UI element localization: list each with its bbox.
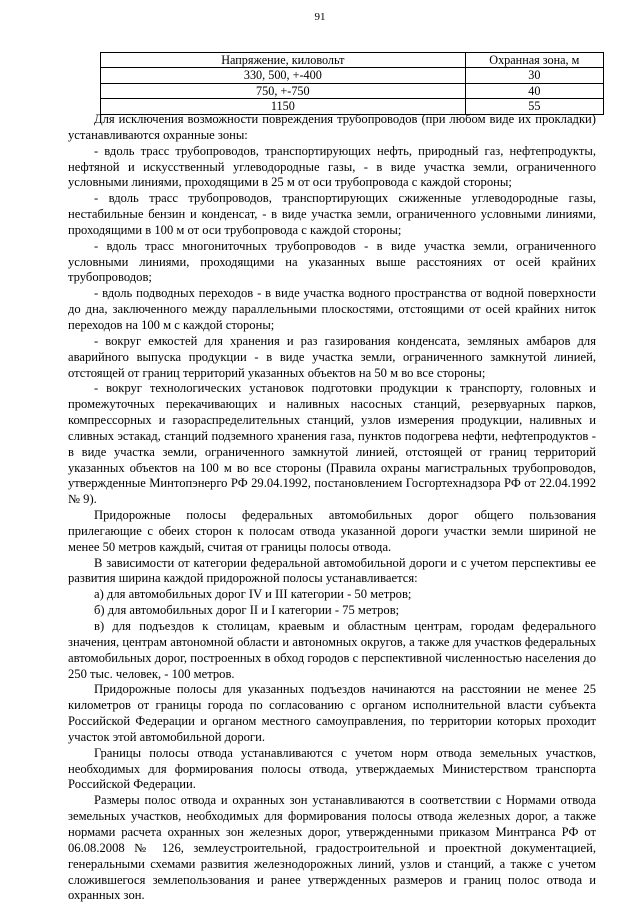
table-cell-zone: 40 <box>465 83 603 98</box>
paragraph: а) для автомобильных дорог IV и III категории - 50 метров; <box>94 587 412 602</box>
table-row <box>101 83 604 98</box>
paragraph: - вокруг емкостей для хранения и раз газирования конденсата, земляных амбаров для аварийного выпуска продукции - в виде участка земли, ограниченного замкнутой линией, отстоящей от границ территорий указанных объектов на 50 м во все стороны; <box>68 333 596 380</box>
paragraph: Размеры полос отвода и охранных зон устанавливаются в соответствии с Нормами отвода земельных участков, необходимых для формирования полосы отвода железных дорог, а также нормами расчета охранных зон железных дорог, утвержденными приказом Минтранса РФ от 06.08.2008 № 126, землеустроительной, градостроительной и проектной документацией, генеральными схемами развития железнодорожных линий, узлов и станций, а также с учетом сложившегося землепользования и ранее утвержденных размеров и границ полос отвода и охранных зон. <box>68 793 596 903</box>
paragraph: - вдоль подводных переходов - в виде участка водного пространства от водной поверхности до дна, заключенного между параллельными плоскостями, отстоящими от осей крайних ниток переходов на 100 м с каждой стороны; <box>68 286 596 332</box>
paragraph: Для исключения возможности повреждения трубопроводов (при любом виде их прокладки) устанавливаются охранные зоны: <box>68 112 596 142</box>
table-cell-voltage: 330, 500, +-400 <box>101 68 466 83</box>
table-cell-zone: 55 <box>465 99 603 114</box>
table-header-row <box>101 53 604 68</box>
table-header-voltage: Напряжение, киловольт <box>101 53 466 68</box>
paragraph: б) для автомобильных дорог II и I категории - 75 метров; <box>94 603 400 618</box>
body-text <box>68 112 596 904</box>
protection-zone-table <box>100 52 604 115</box>
table-row <box>101 68 604 83</box>
page-number: 91 <box>314 11 326 23</box>
paragraph: В зависимости от категории федеральной автомобильной дороги и с учетом перспективы ее развития ширина каждой придорожной полосы устанавливается: <box>68 555 596 586</box>
table-cell-voltage: 1150 <box>101 99 466 114</box>
table-cell-voltage: 750, +-750 <box>101 83 466 98</box>
table-header-zone: Охранная зона, м <box>465 53 603 68</box>
table-cell-zone: 30 <box>465 68 603 83</box>
paragraph: - вокруг технологических установок подготовки продукции к транспорту, головных и промежуточных перекачивающих и наливных насосных станций, резервуарных парков, компрессорных и газораспределительных станций, узлов измерения продукции, наливных и сливных эстакад, станций подземного хранения газа, пунктов подогрева нефти, нефтепродуктов - в виде участка земли, ограниченного замкнутой линией, отстоящей от границ территорий указанных объектов на 100 м во все стороны (Правила охраны магистральных трубопроводов, утвержденные Минтопэнерго РФ 29.04.1992, постановлением Госгортехнадзора РФ от 22.04.1992 № 9). <box>68 381 596 507</box>
paragraph: Придорожные полосы для указанных подъездов начинаются на расстоянии не менее 25 километров от границы города по согласованию с органом исполнительной власти субъекта Российской Федерации и органом местного самоуправления, по территории которых проходит участок этой автомобильной дороги. <box>68 682 596 744</box>
paragraph: Придорожные полосы федеральных автомобильных дорог общего пользования прилегающие с обеих сторон к полосам отвода указанной дороги участки земли шириной не менее 50 метров каждый, считая от границы полосы отвода. <box>68 508 596 554</box>
paragraph: - вдоль трасс многониточных трубопроводов - в виде участка земли, ограниченного условными линиями, проходящими на указанных выше расстояниях от осей крайних трубопроводов; <box>68 238 596 285</box>
paragraph: - вдоль трасс трубопроводов, транспортирующих нефть, природный газ, нефтепродукты, нефтяной и искусственный углеводородные газы, - в виде участка земли, ограниченного условными линиями, проходящими в 25 м от оси трубопровода с каждой стороны; <box>68 143 596 190</box>
paragraph: Границы полосы отвода устанавливаются с учетом норм отвода земельных участков, необходимых для формирования полосы отвода, утверждаемых Министерством транспорта Российской Федерации. <box>68 745 596 792</box>
paragraph: в) для подъездов к столицам, краевым и областным центрам, городам федерального значения, центрам автономной области и автономных округов, а также для участков федеральных автомобильных дорог, построенных в обход городов с перспективной численностью населения до 250 тыс. человек, - 100 метров. <box>68 619 596 681</box>
paragraph: - вдоль трасс трубопроводов, транспортирующих сжиженные углеводородные газы, нестабильные бензин и конденсат, - в виде участка земли, ограниченного условными линиями, проходящими в 100 м от оси трубопровода с каждой стороны; <box>68 191 596 237</box>
